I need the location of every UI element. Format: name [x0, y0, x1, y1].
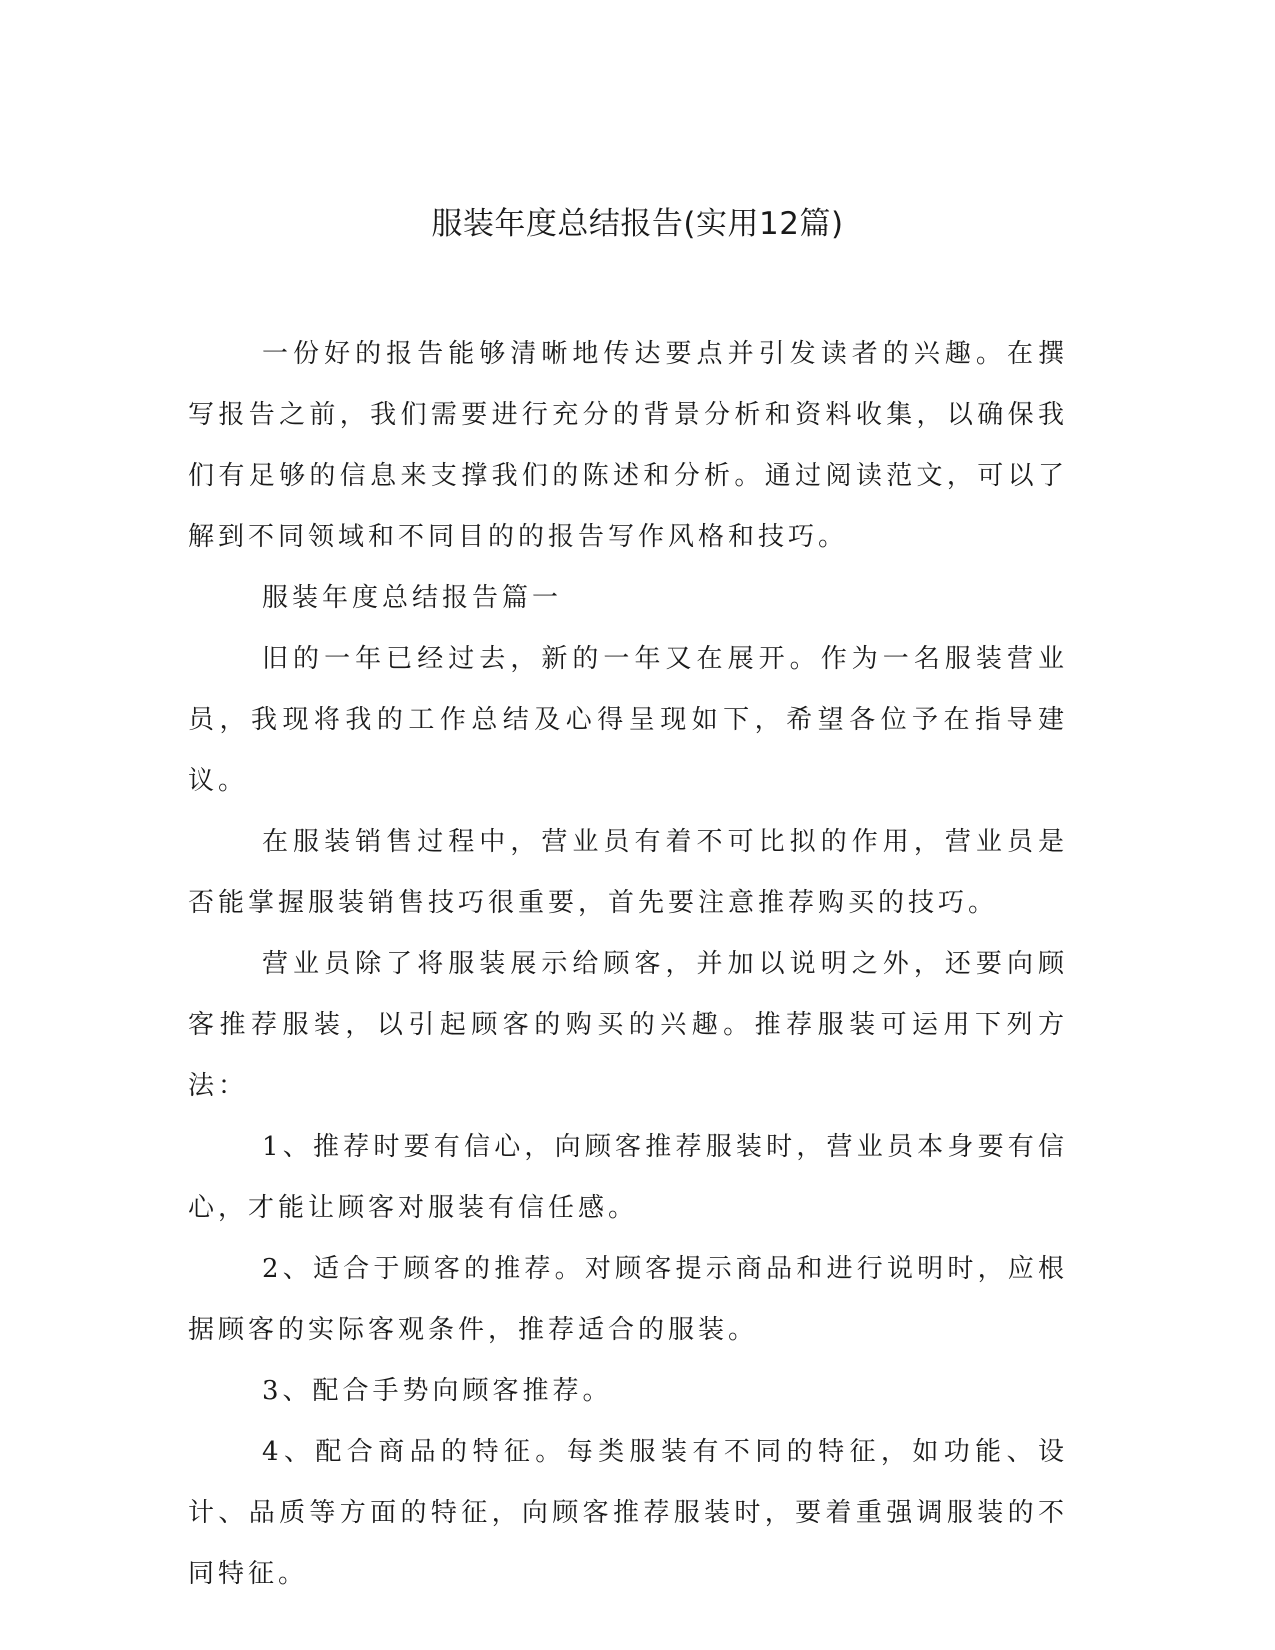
paragraph: 在服装销售过程中，营业员有着不可比拟的作用，营业员是否能掌握服装销售技巧很重要，首先要注意推荐购买的技巧。 — [188, 827, 1068, 918]
document-body — [188, 324, 1068, 1605]
intro-paragraph: 一份好的报告能够清晰地传达要点并引发读者的兴趣。在撰写报告之前，我们需要进行充分的背景分析和资料收集，以确保我们有足够的信息来支撑我们的陈述和分析。通过阅读范文，可以了解到不同领域和不同目的的报告写作风格和技巧。 — [188, 339, 1068, 552]
document-title: 服装年度总结报告(实用12篇) — [431, 206, 844, 242]
list-item-paragraph: 4、配合商品的特征。每类服装有不同的特征，如功能、设计、品质等方面的特征，向顾客推荐服装时，要着重强调服装的不同特征。 — [188, 1437, 1068, 1589]
paragraph: 旧的一年已经过去，新的一年又在展开。作为一名服装营业员，我现将我的工作总结及心得呈现如下，希望各位予在指导建议。 — [188, 644, 1068, 796]
list-item-paragraph: 3、配合手势向顾客推荐。 — [262, 1376, 613, 1406]
section-heading: 服装年度总结报告篇一 — [262, 583, 563, 613]
paragraph: 营业员除了将服装展示给顾客，并加以说明之外，还要向顾客推荐服装，以引起顾客的购买的兴趣。推荐服装可运用下列方法： — [188, 949, 1068, 1101]
list-item-paragraph: 1、推荐时要有信心，向顾客推荐服装时，营业员本身要有信心，才能让顾客对服装有信任感。 — [188, 1132, 1068, 1223]
list-item-paragraph: 2、适合于顾客的推荐。对顾客提示商品和进行说明时，应根据顾客的实际客观条件，推荐适合的服装。 — [188, 1254, 1068, 1345]
